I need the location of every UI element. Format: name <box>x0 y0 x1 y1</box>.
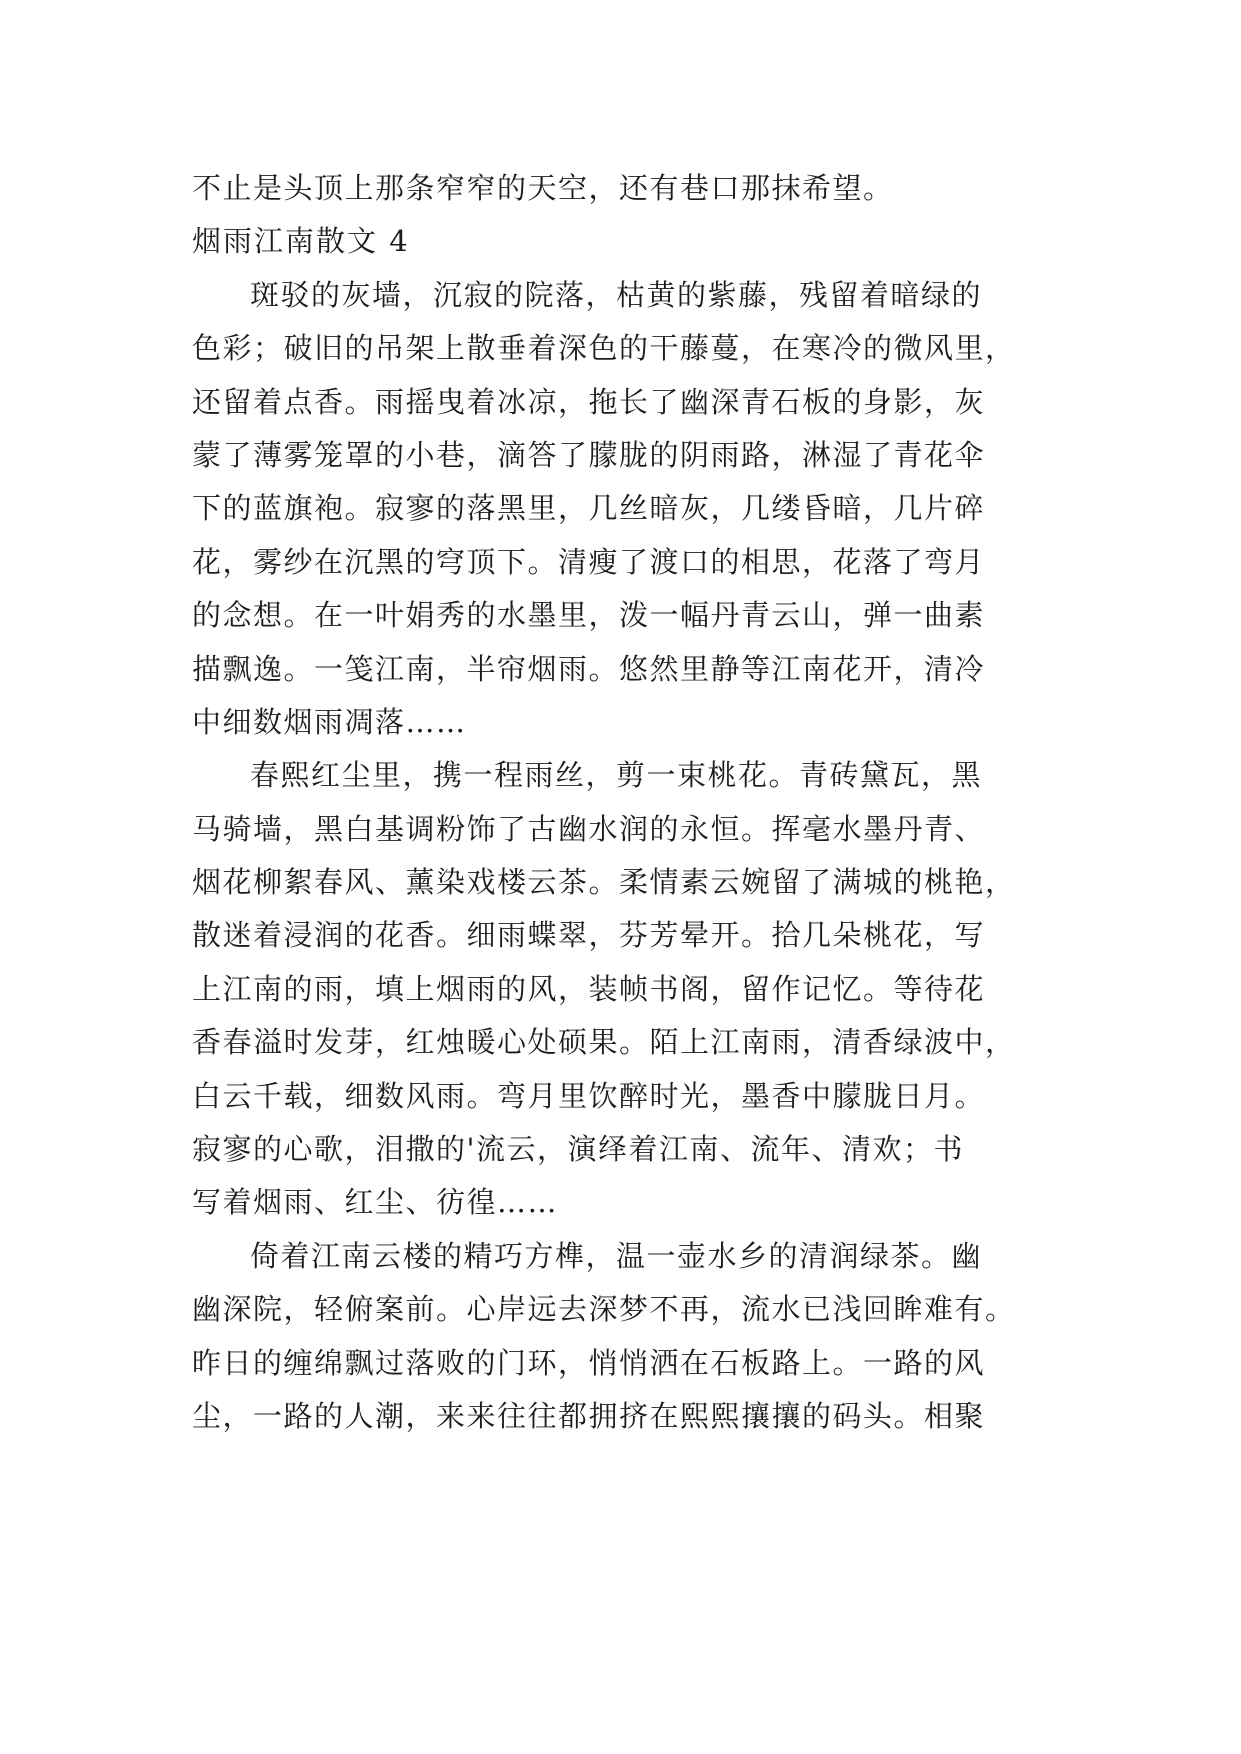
paragraph-line: 上江南的雨，填上烟雨的风，装帧书阁，留作记忆。等待花 <box>192 971 986 1006</box>
paragraph-line: 尘，一路的人潮，来来往往都拥挤在熙熙攘攘的码头。相聚 <box>192 1398 986 1433</box>
paragraph-line: 昨日的缠绵飘过落败的门环，悄悄洒在石板路上。一路的风 <box>192 1345 986 1380</box>
document-body <box>192 162 1072 1443</box>
paragraph-line: 色彩；破旧的吊架上散垂着深色的干藤蔓，在寒冷的微风里， <box>192 331 1016 366</box>
paragraph-line: 幽深院，轻俯案前。心岸远去深梦不再，流水已浅回眸难有。 <box>192 1292 1016 1327</box>
paragraph-line: 蒙了薄雾笼罩的小巷，滴答了朦胧的阴雨路，淋湿了青花伞 <box>192 437 986 472</box>
paragraph-line: 倚着江南云楼的精巧方榫，温一壶水乡的清润绿茶。幽 <box>250 1238 983 1273</box>
paragraph-line: 中细数烟雨凋落…… <box>192 704 467 739</box>
paragraph-line: 香春溢时发芽，红烛暖心处硕果。陌上江南雨，清香绿波中， <box>192 1025 1016 1060</box>
paragraph-line: 春熙红尘里，携一程雨丝，剪一束桃花。青砖黛瓦，黑 <box>250 758 983 793</box>
paragraph-line: 散迷着浸润的花香。细雨蝶翠，芬芳晕开。拾几朵桃花，写 <box>192 918 986 953</box>
section-title: 烟雨江南散文 4 <box>192 224 410 259</box>
paragraph-line: 描飘逸。一笺江南，半帘烟雨。悠然里静等江南花开，清冷 <box>192 651 986 686</box>
paragraph-line: 的念想。在一叶娟秀的水墨里，泼一幅丹青云山，弹一曲素 <box>192 598 986 633</box>
paragraph-1 <box>192 269 1072 750</box>
paragraph-line: 斑驳的灰墙，沉寂的院落，枯黄的紫藤，残留着暗绿的 <box>250 277 983 312</box>
paragraph-line: 马骑墙，黑白基调粉饰了古幽水润的永恒。挥毫水墨丹青、 <box>192 811 986 846</box>
paragraph-2 <box>192 749 1072 1230</box>
paragraph-line: 寂寥的心歌，泪撒的'流云，演绎着江南、流年、清欢；书 <box>192 1132 964 1167</box>
lead-line: 不止是头顶上那条窄窄的天空，还有巷口那抹希望。 <box>192 171 894 205</box>
paragraph-line: 白云千载，细数风雨。弯月里饮醉时光，墨香中朦胧日月。 <box>192 1078 986 1113</box>
paragraph-line: 花，雾纱在沉黑的穹顶下。清瘦了渡口的相思，花落了弯月 <box>192 544 986 579</box>
paragraph-line: 下的蓝旗袍。寂寥的落黑里，几丝暗灰，几缕昏暗，几片碎 <box>192 491 986 526</box>
paragraph-3 <box>192 1230 1072 1444</box>
paragraph-line: 还留着点香。雨摇曳着冰凉，拖长了幽深青石板的身影，灰 <box>192 384 986 419</box>
paragraph-line: 烟花柳絮春风、薰染戏楼云茶。柔情素云婉留了满城的桃艳， <box>192 865 1016 900</box>
paragraph-line: 写着烟雨、红尘、彷徨…… <box>192 1185 559 1220</box>
